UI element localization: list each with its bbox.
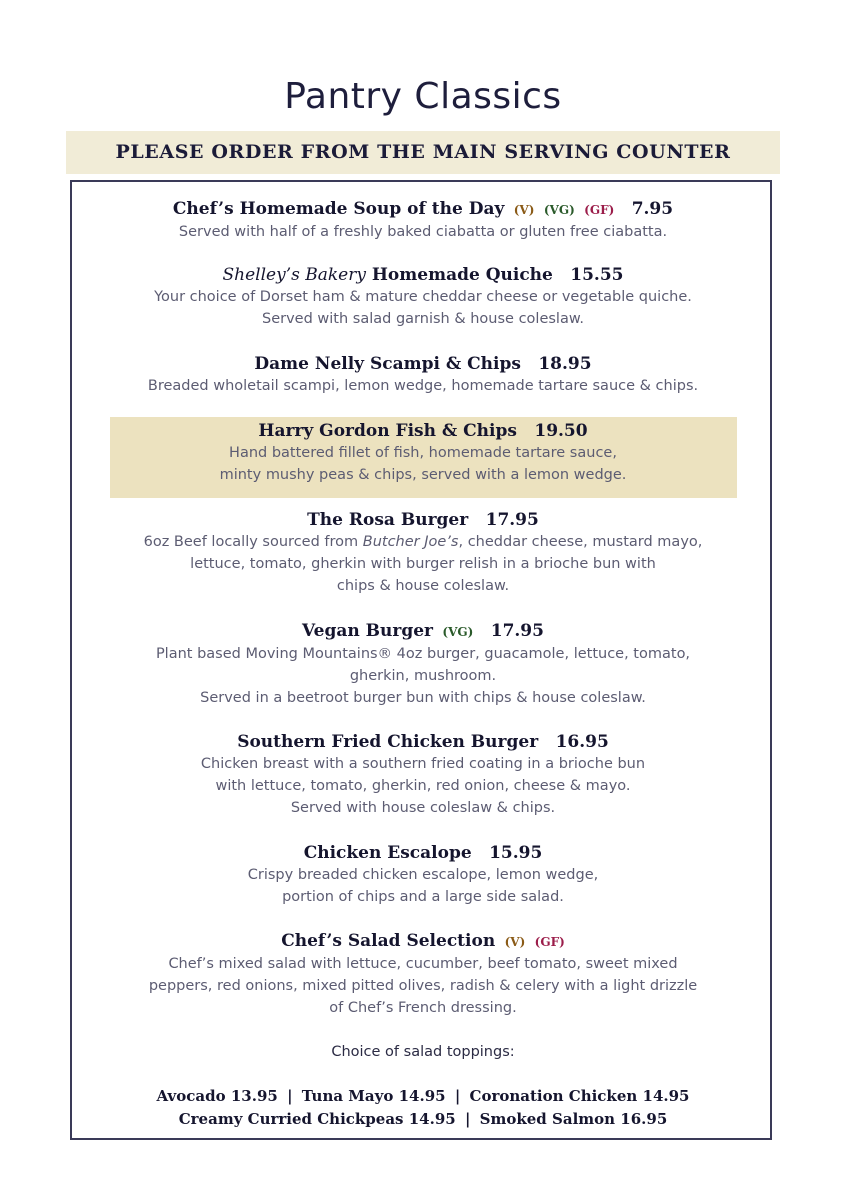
item-description: Breaded wholetail scampi, lemon wedge, homemade tartare sauce & chips. bbox=[147, 378, 699, 394]
page-title: Pantry Classics bbox=[284, 76, 562, 117]
vegetarian-tag: (V) bbox=[504, 935, 526, 949]
item-price: 16.95 bbox=[555, 732, 609, 752]
item-description-line: of Chef’s French dressing. bbox=[329, 1000, 517, 1016]
menu-item-quiche bbox=[0, 264, 846, 330]
item-price: 18.95 bbox=[538, 354, 592, 374]
item-description-line: Plant based Moving Mountains® 4oz burger, guacamole, lettuce, tomato, bbox=[155, 646, 691, 662]
menu-item-vegan-burger bbox=[0, 620, 846, 709]
item-description-line: portion of chips and a large side salad. bbox=[282, 889, 564, 905]
menu-item-fish-and-chips bbox=[0, 420, 846, 486]
item-name: Dame Nelly Scampi & Chips bbox=[254, 354, 521, 374]
item-description-line: chips & house coleslaw. bbox=[336, 578, 510, 594]
item-description-line bbox=[0, 531, 846, 553]
item-price: 17.95 bbox=[490, 621, 544, 641]
desc-italic-text: Butcher Joe’s bbox=[362, 534, 459, 550]
item-description-line: Hand battered fillet of fish, homemade tartare sauce, bbox=[229, 445, 617, 461]
item-description: Served with half of a freshly baked ciabatta or gluten free ciabatta. bbox=[178, 224, 668, 240]
topping-price: 13.95 bbox=[230, 1087, 278, 1105]
topping-price: 16.95 bbox=[620, 1110, 668, 1128]
topping-name: Smoked Salmon bbox=[479, 1110, 616, 1128]
menu-item-chefs-salad bbox=[0, 930, 846, 1019]
item-description-line: Chef’s mixed salad with lettuce, cucumber, beef tomato, sweet mixed bbox=[168, 956, 678, 972]
item-name: Chef’s Salad Selection bbox=[281, 931, 496, 951]
item-name: Chicken Escalope bbox=[303, 843, 472, 863]
item-name: Chef’s Homemade Soup of the Day bbox=[172, 199, 505, 219]
salad-toppings-row-1 bbox=[0, 1085, 846, 1107]
item-description-line: Served with salad garnish & house coleslaw. bbox=[262, 311, 584, 327]
menu-item-southern-fried-chicken-burger bbox=[0, 731, 846, 819]
item-description-line: Chicken breast with a southern fried coating in a brioche bun bbox=[200, 756, 646, 772]
menu-item-rosa-burger bbox=[0, 509, 846, 597]
item-description-line: Crispy breaded chicken escalope, lemon wedge, bbox=[247, 867, 599, 883]
topping-price: 14.95 bbox=[642, 1087, 690, 1105]
topping-name: Creamy Curried Chickpeas bbox=[178, 1110, 404, 1128]
salad-toppings-intro bbox=[0, 1041, 846, 1063]
item-name-italic: Shelley’s Bakery bbox=[222, 265, 366, 285]
vegetarian-tag: (V) bbox=[513, 203, 535, 217]
item-name: Southern Fried Chicken Burger bbox=[237, 732, 539, 752]
item-name: Vegan Burger bbox=[302, 621, 433, 641]
item-description-line: Served in a beetroot burger bun with chips & house coleslaw. bbox=[200, 690, 646, 706]
item-name: Homemade Quiche bbox=[365, 265, 553, 285]
vegan-tag: (VG) bbox=[442, 625, 474, 639]
item-name: The Rosa Burger bbox=[307, 510, 469, 530]
item-description-line: with lettuce, tomato, gherkin, red onion, cheese & mayo. bbox=[215, 778, 631, 794]
item-description-line: lettuce, tomato, gherkin with burger relish in a brioche bun with bbox=[190, 556, 656, 572]
order-banner-text: PLEASE ORDER FROM THE MAIN SERVING COUNTER bbox=[115, 141, 731, 163]
item-price: 19.50 bbox=[534, 421, 588, 441]
topping-name: Tuna Mayo bbox=[301, 1087, 394, 1105]
item-price: 15.55 bbox=[570, 265, 624, 285]
item-price: 7.95 bbox=[631, 199, 674, 219]
separator: | bbox=[464, 1110, 471, 1128]
topping-price: 14.95 bbox=[398, 1087, 446, 1105]
menu-item-soup bbox=[0, 198, 846, 243]
item-description-line: peppers, red onions, mixed pitted olives, radish & celery with a light drizzle bbox=[148, 978, 698, 994]
item-description-line: Served with house coleslaw & chips. bbox=[290, 800, 556, 816]
topping-price: 14.95 bbox=[408, 1110, 456, 1128]
item-description-line: gherkin, mushroom. bbox=[349, 668, 497, 684]
order-banner bbox=[66, 131, 780, 174]
topping-name: Avocado bbox=[156, 1087, 226, 1105]
item-price: 15.95 bbox=[489, 843, 543, 863]
separator: | bbox=[454, 1087, 461, 1105]
item-price: 17.95 bbox=[485, 510, 539, 530]
separator: | bbox=[287, 1087, 293, 1105]
menu-item-scampi bbox=[0, 353, 846, 397]
desc-text: 6oz Beef locally sourced from bbox=[143, 534, 363, 550]
item-description-line: minty mushy peas & chips, served with a lemon wedge. bbox=[219, 467, 627, 483]
vegan-tag: (VG) bbox=[543, 203, 575, 217]
gluten-free-tag: (GF) bbox=[534, 935, 565, 949]
topping-name: Coronation Chicken bbox=[469, 1087, 638, 1105]
desc-text: , cheddar cheese, mustard mayo, bbox=[458, 534, 703, 550]
salad-toppings-row-2 bbox=[0, 1108, 846, 1130]
toppings-intro-text: Choice of salad toppings: bbox=[331, 1044, 515, 1060]
item-description-line: Your choice of Dorset ham & mature cheddar cheese or vegetable quiche. bbox=[154, 289, 692, 305]
menu-item-chicken-escalope bbox=[0, 842, 846, 908]
gluten-free-tag: (GF) bbox=[584, 203, 615, 217]
item-name: Harry Gordon Fish & Chips bbox=[258, 421, 517, 441]
